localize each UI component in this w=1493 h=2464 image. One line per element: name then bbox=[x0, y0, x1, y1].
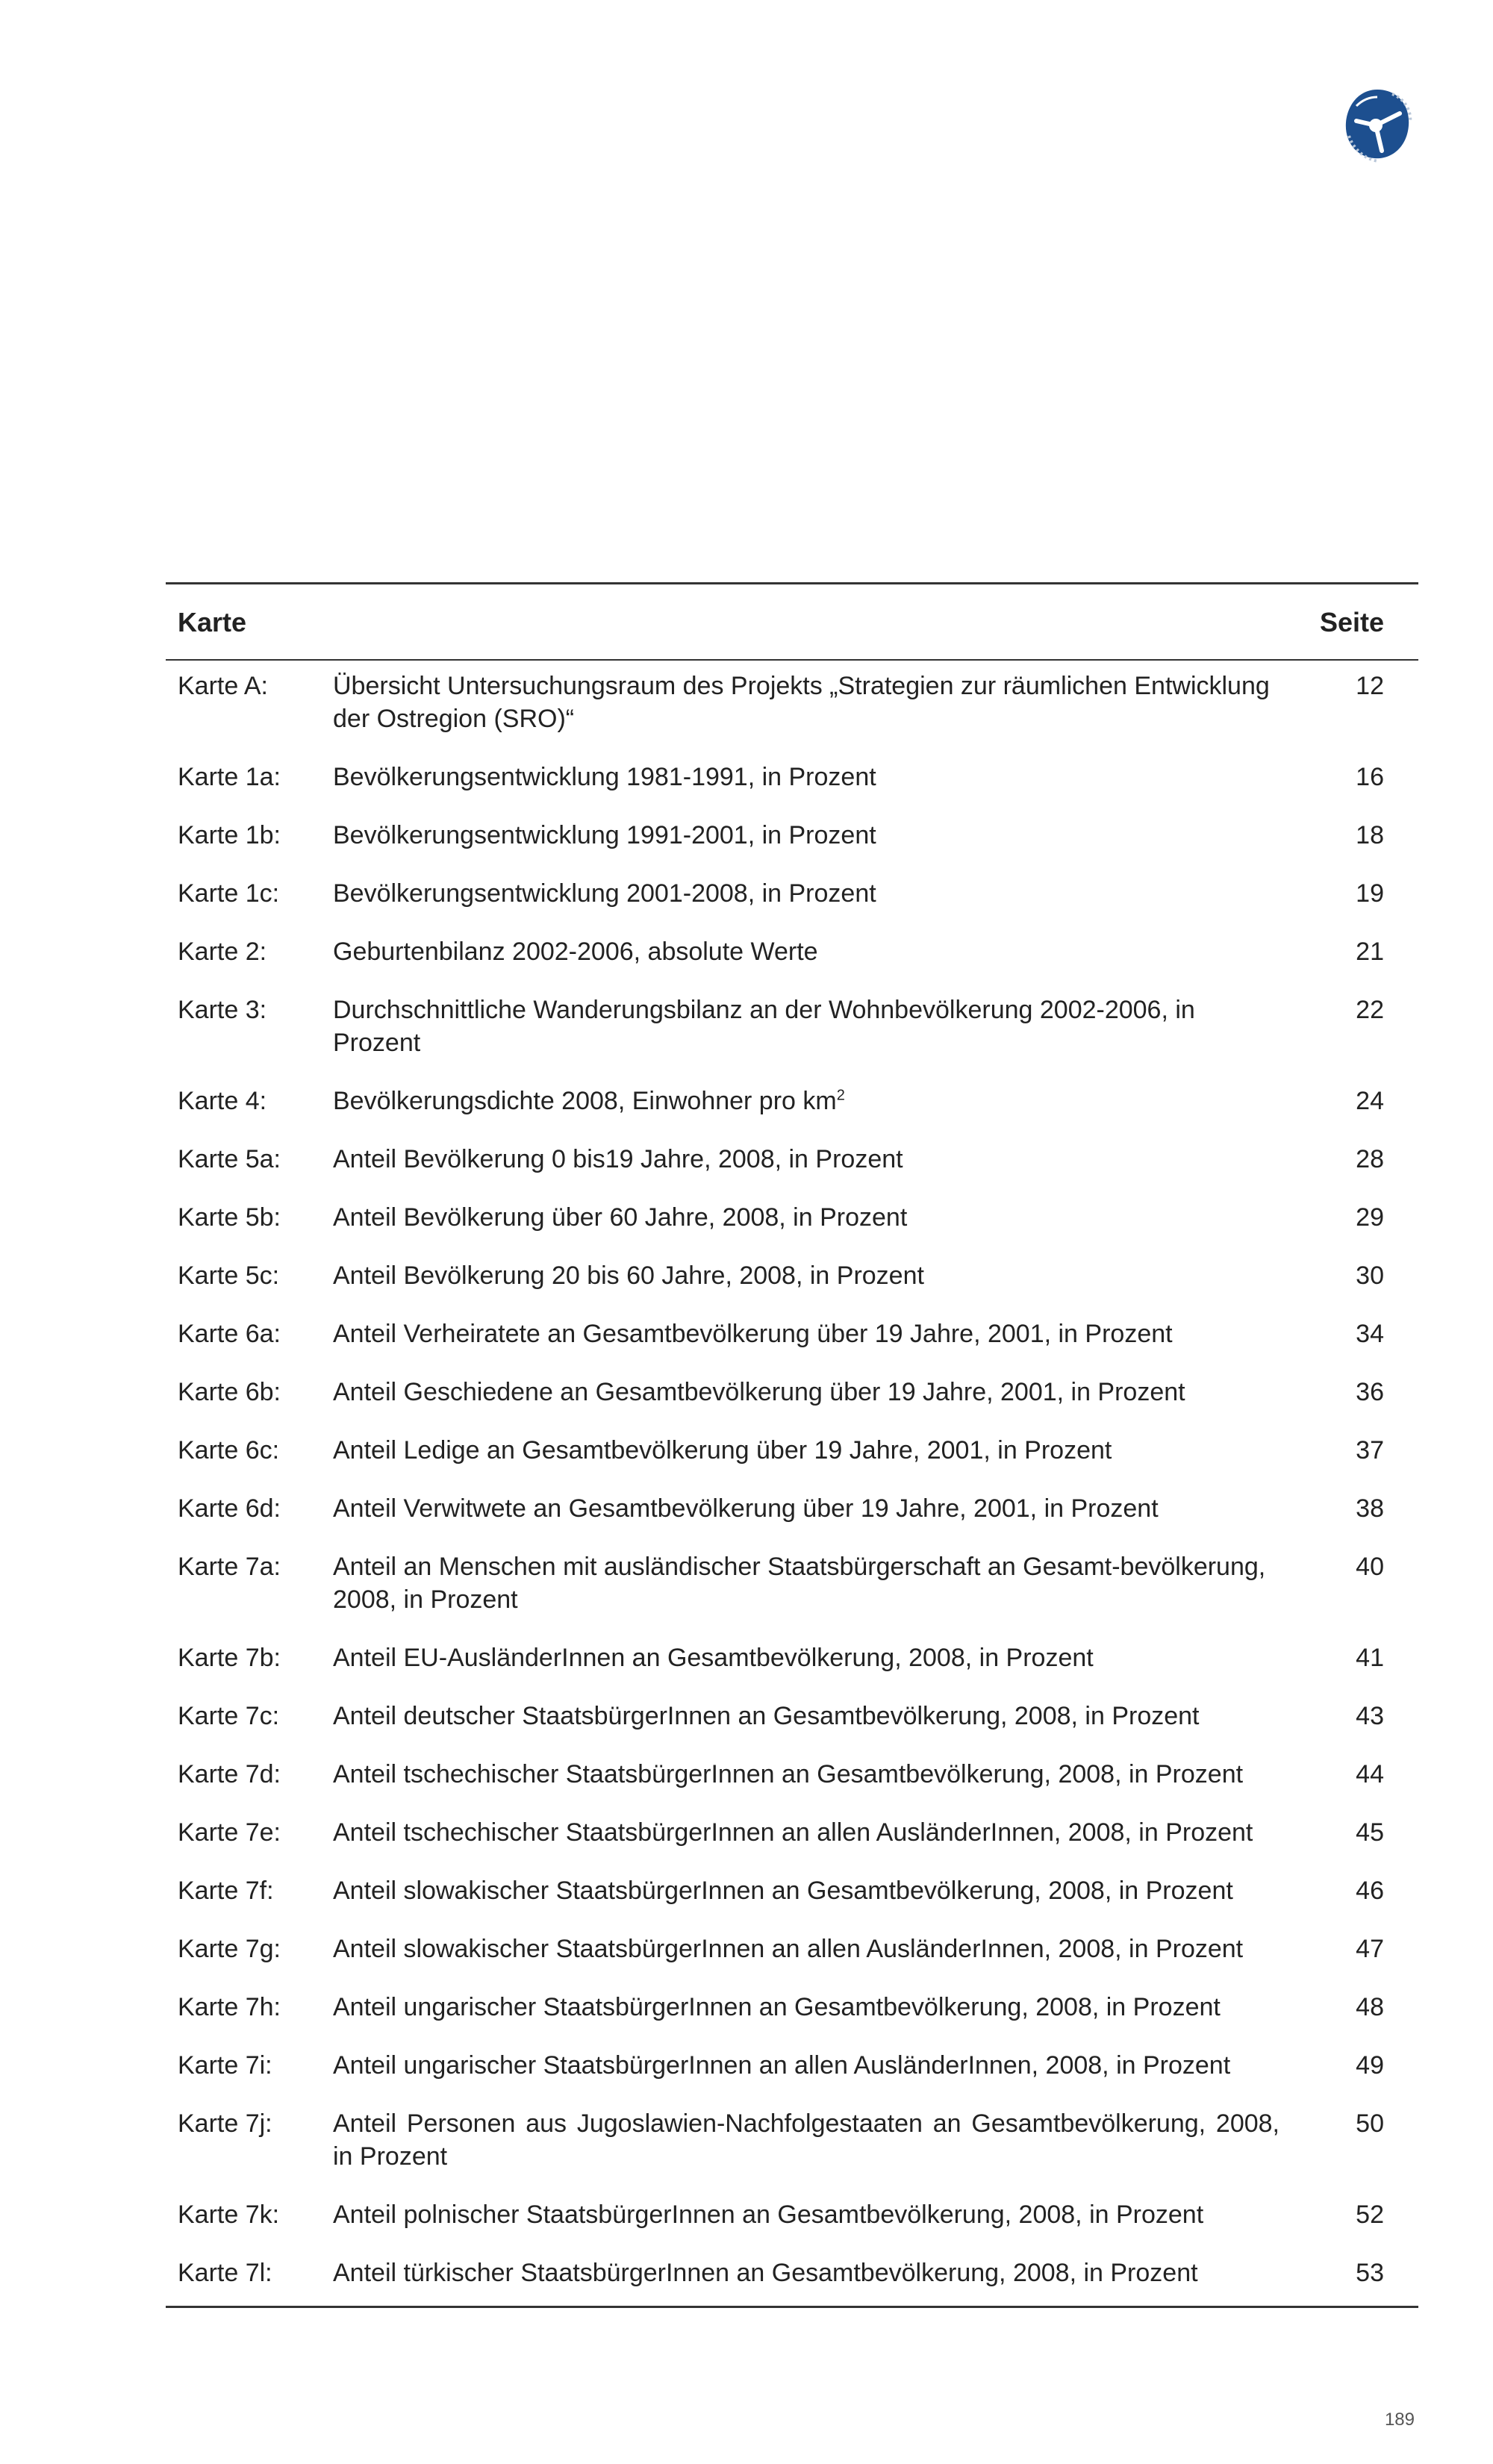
entry-title-text: Anteil Verwitwete an Gesamtbevölkerung über 19 Jahre, 2001, in Prozent bbox=[333, 1494, 1159, 1523]
entry-label: Karte 7h: bbox=[178, 1993, 281, 2021]
entry-title-text: Anteil ungarischer StaatsbürgerInnen an Gesamtbevölkerung, 2008, in Prozent bbox=[333, 1993, 1221, 2021]
entry-label: Karte 5c: bbox=[178, 1261, 280, 1290]
list-item bbox=[166, 935, 1418, 968]
list-item bbox=[166, 2107, 1418, 2173]
list-item bbox=[166, 2198, 1418, 2231]
entry-page-number: 49 bbox=[1356, 2051, 1384, 2080]
entry-title-text: Anteil Bevölkerung 0 bis19 Jahre, 2008, in Prozent bbox=[333, 1145, 903, 1173]
list-item bbox=[166, 1700, 1418, 1732]
entry-label: Karte 6a: bbox=[178, 1320, 281, 1348]
entry-page-number: 45 bbox=[1356, 1818, 1384, 1847]
entry-title bbox=[333, 1550, 1324, 1616]
entry-page-number: 34 bbox=[1356, 1320, 1384, 1348]
entry-label: Karte 7e: bbox=[178, 1818, 281, 1847]
list-item bbox=[166, 1933, 1418, 1965]
entry-title-text: Anteil polnischer StaatsbürgerInnen an Gesamtbevölkerung, 2008, in Prozent bbox=[333, 2201, 1204, 2229]
list-item bbox=[166, 877, 1418, 910]
entry-title bbox=[333, 1874, 1324, 1907]
entry-title bbox=[333, 1434, 1324, 1467]
entry-title-text: Übersicht Untersuchungsraum des Projekts „Strategien zur räumlichen Entwicklung der Ostregion (SRO)“ bbox=[333, 672, 1270, 733]
list-item bbox=[166, 1550, 1418, 1616]
entry-page-number: 38 bbox=[1356, 1494, 1384, 1523]
entry-label: Karte 6d: bbox=[178, 1494, 281, 1523]
entry-title bbox=[333, 2107, 1324, 2173]
entry-title-text: Anteil Geschiedene an Gesamtbevölkerung über 19 Jahre, 2001, in Prozent bbox=[333, 1378, 1185, 1406]
entry-title bbox=[333, 877, 1324, 910]
entry-label: Karte 5a: bbox=[178, 1145, 281, 1173]
entry-title-text: Anteil türkischer StaatsbürgerInnen an Gesamtbevölkerung, 2008, in Prozent bbox=[333, 2259, 1198, 2287]
entry-title-text: Anteil Bevölkerung über 60 Jahre, 2008, in Prozent bbox=[333, 1203, 908, 1232]
entry-label: Karte 2: bbox=[178, 938, 267, 966]
entry-label: Karte 7a: bbox=[178, 1553, 281, 1581]
table-header bbox=[166, 584, 1418, 659]
entry-title bbox=[333, 1816, 1324, 1849]
entry-title bbox=[333, 1376, 1324, 1409]
list-item bbox=[166, 1492, 1418, 1525]
entry-title-text: Anteil an Menschen mit ausländischer Staatsbürgerschaft an Gesamt-bevölkerung, 2008, in Prozent bbox=[333, 1553, 1266, 1614]
entry-title bbox=[333, 2049, 1324, 2082]
entry-title-text: Anteil tschechischer StaatsbürgerInnen an allen AusländerInnen, 2008, in Prozent bbox=[333, 1818, 1253, 1847]
entry-page-number: 22 bbox=[1356, 996, 1384, 1024]
entry-title bbox=[333, 761, 1324, 793]
entry-page-number: 50 bbox=[1356, 2109, 1384, 2138]
column-header-page: Seite bbox=[1319, 607, 1384, 637]
entry-label: Karte 7l: bbox=[178, 2259, 272, 2287]
entry-page-number: 40 bbox=[1356, 1553, 1384, 1581]
entry-title-text: Anteil Personen aus Jugoslawien-Nachfolgestaaten an Gesamtbevölkerung, 2008, in Prozent bbox=[333, 2109, 1280, 2171]
list-item bbox=[166, 1201, 1418, 1234]
entry-title bbox=[333, 994, 1324, 1059]
list-item bbox=[166, 1085, 1418, 1117]
entry-list bbox=[166, 661, 1418, 2306]
entry-label: Karte 7g: bbox=[178, 1935, 281, 1963]
entry-label: Karte 5b: bbox=[178, 1203, 281, 1232]
entry-label: Karte 7d: bbox=[178, 1760, 281, 1788]
entry-page-number: 48 bbox=[1356, 1993, 1384, 2021]
entry-label: Karte 3: bbox=[178, 996, 267, 1024]
entry-title bbox=[333, 2198, 1324, 2231]
entry-title bbox=[333, 935, 1324, 968]
list-item bbox=[166, 670, 1418, 735]
entry-title bbox=[333, 1933, 1324, 1965]
entry-label: Karte 4: bbox=[178, 1087, 267, 1115]
entry-title bbox=[333, 670, 1324, 735]
entry-label: Karte 7i: bbox=[178, 2051, 272, 2080]
entry-page-number: 29 bbox=[1356, 1203, 1384, 1232]
entry-page-number: 43 bbox=[1356, 1702, 1384, 1730]
list-item bbox=[166, 1143, 1418, 1176]
entry-label: Karte 7c: bbox=[178, 1702, 280, 1730]
entry-label: Karte 7f: bbox=[178, 1877, 274, 1905]
entry-label: Karte 6c: bbox=[178, 1436, 280, 1465]
entry-label: Karte 7b: bbox=[178, 1644, 281, 1672]
entry-title bbox=[333, 1991, 1324, 2024]
entry-page-number: 18 bbox=[1356, 821, 1384, 849]
list-item bbox=[166, 1641, 1418, 1674]
entry-page-number: 24 bbox=[1356, 1087, 1384, 1115]
list-item bbox=[166, 819, 1418, 852]
entry-title bbox=[333, 1492, 1324, 1525]
entry-title-text: Anteil Bevölkerung 20 bis 60 Jahre, 2008, in Prozent bbox=[333, 1261, 924, 1290]
entry-label: Karte 7j: bbox=[178, 2109, 272, 2138]
entry-title-text: Anteil Ledige an Gesamtbevölkerung über 19 Jahre, 2001, in Prozent bbox=[333, 1436, 1112, 1465]
entry-label: Karte 6b: bbox=[178, 1378, 281, 1406]
list-item bbox=[166, 994, 1418, 1059]
list-item bbox=[166, 1816, 1418, 1849]
entry-page-number: 52 bbox=[1356, 2201, 1384, 2229]
list-item bbox=[166, 1259, 1418, 1292]
list-item bbox=[166, 1434, 1418, 1467]
bottom-rule bbox=[166, 2306, 1418, 2308]
entry-title-text: Anteil EU-AusländerInnen an Gesamtbevölkerung, 2008, in Prozent bbox=[333, 1644, 1094, 1672]
list-of-maps bbox=[166, 582, 1418, 2308]
entry-page-number: 21 bbox=[1356, 938, 1384, 966]
entry-page-number: 28 bbox=[1356, 1145, 1384, 1173]
entry-page-number: 44 bbox=[1356, 1760, 1384, 1788]
entry-title-text: Anteil Verheiratete an Gesamtbevölkerung über 19 Jahre, 2001, in Prozent bbox=[333, 1320, 1173, 1348]
entry-label: Karte A: bbox=[178, 672, 268, 700]
entry-title bbox=[333, 1085, 1324, 1117]
column-header-map: Karte bbox=[178, 607, 247, 637]
entry-title bbox=[333, 819, 1324, 852]
page-number: 189 bbox=[1384, 2410, 1415, 2430]
entry-page-number: 47 bbox=[1356, 1935, 1384, 1963]
entry-title-text: Bevölkerungsentwicklung 1991-2001, in Prozent bbox=[333, 821, 876, 849]
entry-title-text: Bevölkerungsdichte 2008, Einwohner pro km bbox=[333, 1087, 837, 1115]
entry-title bbox=[333, 1201, 1324, 1234]
entry-title-text: Anteil tschechischer StaatsbürgerInnen an Gesamtbevölkerung, 2008, in Prozent bbox=[333, 1760, 1244, 1788]
list-item bbox=[166, 1317, 1418, 1350]
entry-page-number: 37 bbox=[1356, 1436, 1384, 1465]
entry-title bbox=[333, 1641, 1324, 1674]
entry-label: Karte 1a: bbox=[178, 763, 281, 791]
entry-title-text: Anteil slowakischer StaatsbürgerInnen an Gesamtbevölkerung, 2008, in Prozent bbox=[333, 1877, 1233, 1905]
list-item bbox=[166, 1758, 1418, 1791]
list-item bbox=[166, 1874, 1418, 1907]
list-item bbox=[166, 2256, 1418, 2289]
entry-title-text: Bevölkerungsentwicklung 1981-1991, in Prozent bbox=[333, 763, 876, 791]
entry-page-number: 46 bbox=[1356, 1877, 1384, 1905]
entry-title bbox=[333, 1259, 1324, 1292]
entry-page-number: 41 bbox=[1356, 1644, 1384, 1672]
entry-page-number: 36 bbox=[1356, 1378, 1384, 1406]
entry-title bbox=[333, 1143, 1324, 1176]
entry-page-number: 19 bbox=[1356, 879, 1384, 908]
entry-page-number: 53 bbox=[1356, 2259, 1384, 2287]
entry-page-number: 30 bbox=[1356, 1261, 1384, 1290]
list-item bbox=[166, 1991, 1418, 2024]
entry-title-text: Anteil ungarischer StaatsbürgerInnen an allen AusländerInnen, 2008, in Prozent bbox=[333, 2051, 1231, 2080]
entry-title-text: Durchschnittliche Wanderungsbilanz an der Wohnbevölkerung 2002-2006, in Prozent bbox=[333, 996, 1195, 1057]
entry-title bbox=[333, 1700, 1324, 1732]
entry-page-number: 12 bbox=[1356, 672, 1384, 700]
entry-title-text: Geburtenbilanz 2002-2006, absolute Werte bbox=[333, 938, 818, 966]
entry-title bbox=[333, 1317, 1324, 1350]
entry-title bbox=[333, 2256, 1324, 2289]
entry-title-text: Bevölkerungsentwicklung 2001-2008, in Prozent bbox=[333, 879, 876, 908]
entry-title-superscript: 2 bbox=[836, 1087, 845, 1104]
list-item bbox=[166, 761, 1418, 793]
entry-label: Karte 7k: bbox=[178, 2201, 280, 2229]
publisher-logo-icon bbox=[1340, 84, 1415, 167]
entry-title-text: Anteil deutscher StaatsbürgerInnen an Gesamtbevölkerung, 2008, in Prozent bbox=[333, 1702, 1200, 1730]
entry-title-text: Anteil slowakischer StaatsbürgerInnen an allen AusländerInnen, 2008, in Prozent bbox=[333, 1935, 1244, 1963]
list-item bbox=[166, 2049, 1418, 2082]
entry-label: Karte 1b: bbox=[178, 821, 281, 849]
entry-label: Karte 1c: bbox=[178, 879, 280, 908]
entry-title bbox=[333, 1758, 1324, 1791]
list-item bbox=[166, 1376, 1418, 1409]
entry-page-number: 16 bbox=[1356, 763, 1384, 791]
